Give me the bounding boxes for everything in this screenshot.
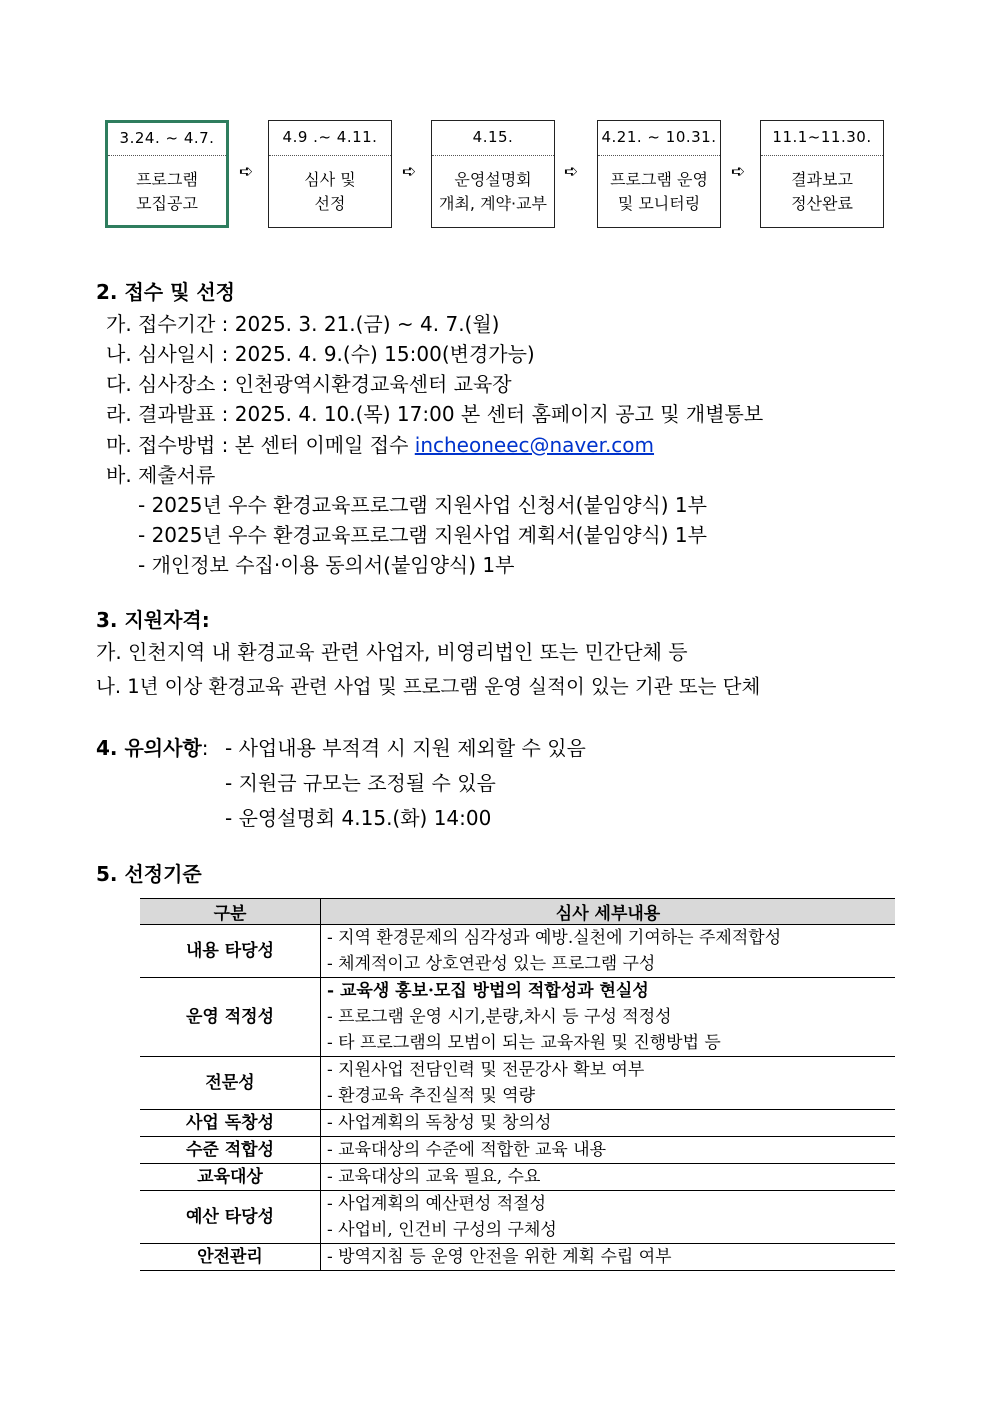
table-row <box>140 1137 895 1164</box>
table-row <box>140 1164 895 1191</box>
row-details <box>321 1110 896 1137</box>
section-3-item: 나. 1년 이상 환경교육 관련 사업 및 프로그램 운영 실적이 있는 기관 또는 단체 <box>96 675 761 698</box>
detail-line: - 교육생 홍보·모집 방법의 적합성과 현실성 <box>327 981 649 1001</box>
timeline-desc: 운영설명회 개최, 계약·교부 <box>439 170 547 213</box>
timeline-date: 11.1~11.30. <box>761 121 883 156</box>
row-details <box>321 978 896 1057</box>
row-category: 전문성 <box>140 1057 321 1110</box>
row-category: 수준 적합성 <box>140 1137 321 1164</box>
section-4-colon: : <box>201 736 209 760</box>
row-category: 내용 타당성 <box>140 925 321 978</box>
row-category: 사업 독창성 <box>140 1110 321 1137</box>
timeline-desc: 프로그램 모집공고 <box>136 170 198 213</box>
detail-line: - 지원사업 전담인력 및 전문강사 확보 여부 <box>327 1060 645 1080</box>
table-header-row <box>140 899 895 925</box>
right-arrow-icon: ➪ <box>402 162 417 182</box>
timeline-step-4 <box>597 120 721 228</box>
section-2-heading: 2. 접수 및 선정 <box>96 280 236 304</box>
section-2-item: 다. 심사장소 : 인천광역시환경교육센터 교육장 <box>106 372 512 396</box>
detail-line: - 환경교육 추진실적 및 역량 <box>327 1086 536 1106</box>
detail-line: - 교육대상의 교육 필요, 수요 <box>327 1167 541 1187</box>
doc-item: - 개인정보 수집·이용 동의서(붙임양식) 1부 <box>138 553 515 577</box>
detail-line: - 교육대상의 수준에 적합한 교육 내용 <box>327 1140 607 1160</box>
section-4-heading-line <box>96 732 209 761</box>
timeline-step-5 <box>760 120 884 228</box>
doc-item: - 2025년 우수 환경교육프로그램 지원사업 신청서(붙임양식) 1부 <box>138 493 707 517</box>
detail-line: - 방역지침 등 운영 안전을 위한 계획 수립 여부 <box>327 1247 672 1267</box>
caution-item: - 사업내용 부적격 시 지원 제외할 수 있음 <box>225 736 586 760</box>
right-arrow-icon: ➪ <box>564 162 579 182</box>
timeline-desc: 결과보고 정산완료 <box>791 170 853 213</box>
criteria-table <box>140 898 895 1271</box>
timeline-date: 4.15. <box>432 121 554 156</box>
section-3-item: 가. 인천지역 내 환경교육 관련 사업자, 비영리법인 또는 민간단체 등 <box>96 640 688 664</box>
section-5-heading: 5. 선정기준 <box>96 862 202 886</box>
row-details <box>321 1164 896 1191</box>
table-header: 구분 <box>140 899 321 925</box>
table-row <box>140 1110 895 1137</box>
timeline-date: 4.21. ~ 10.31. <box>598 121 720 156</box>
caution-item: - 운영설명회 4.15.(화) 14:00 <box>225 806 492 830</box>
email-link[interactable]: incheoneec@naver.com <box>414 433 655 457</box>
row-category: 안전관리 <box>140 1244 321 1271</box>
detail-line: - 사업계획의 독창성 및 창의성 <box>327 1113 552 1133</box>
table-row <box>140 1244 895 1271</box>
row-details <box>321 925 896 978</box>
table-row <box>140 1057 895 1110</box>
section-3-heading: 3. 지원자격: <box>96 608 210 632</box>
detail-line: - 지역 환경문제의 심각성과 예방.실천에 기여하는 주제적합성 <box>327 928 782 948</box>
row-details <box>321 1057 896 1110</box>
row-details <box>321 1191 896 1244</box>
detail-line: - 사업비, 인건비 구성의 구체성 <box>327 1220 557 1240</box>
row-details <box>321 1244 896 1271</box>
timeline-step-2 <box>268 120 392 228</box>
timeline-desc: 심사 및 선정 <box>304 170 356 213</box>
caution-item: - 지원금 규모는 조정될 수 있음 <box>225 771 496 795</box>
timeline-step-1 <box>105 120 229 228</box>
timeline-step-3 <box>431 120 555 228</box>
right-arrow-icon: ➪ <box>731 162 746 182</box>
timeline-date: 3.24. ~ 4.7. <box>108 123 226 156</box>
table-row <box>140 1191 895 1244</box>
section-2-item: 라. 결과발표 : 2025. 4. 10.(목) 17:00 본 센터 홈페이지 공고 및 개별통보 <box>106 402 764 426</box>
timeline-desc: 프로그램 운영 및 모니터링 <box>610 170 708 213</box>
table-row <box>140 978 895 1057</box>
receipt-label: 마. 접수방법 : 본 센터 이메일 접수 <box>106 433 415 457</box>
right-arrow-icon: ➪ <box>239 162 254 182</box>
detail-line: - 프로그램 운영 시기,분량,차시 등 구성 적정성 <box>327 1007 672 1027</box>
section-2-receipt <box>106 429 654 458</box>
table-row <box>140 925 895 978</box>
doc-item: - 2025년 우수 환경교육프로그램 지원사업 계획서(붙임양식) 1부 <box>138 523 707 547</box>
timeline-date: 4.9 .~ 4.11. <box>269 121 391 156</box>
table-header: 심사 세부내용 <box>321 899 896 925</box>
section-4-heading: 4. 유의사항 <box>96 736 202 760</box>
section-2-item: 나. 심사일시 : 2025. 4. 9.(수) 15:00(변경가능) <box>106 342 535 366</box>
row-category: 운영 적정성 <box>140 978 321 1057</box>
detail-line: - 타 프로그램의 모범이 되는 교육자원 및 진행방법 등 <box>327 1033 721 1053</box>
detail-line: - 사업계획의 예산편성 적절성 <box>327 1194 547 1214</box>
row-category: 예산 타당성 <box>140 1191 321 1244</box>
section-2-item: 가. 접수기간 : 2025. 3. 21.(금) ~ 4. 7.(월) <box>106 312 500 336</box>
docs-label: 바. 제출서류 <box>106 463 216 487</box>
row-category: 교육대상 <box>140 1164 321 1191</box>
detail-line: - 체계적이고 상호연관성 있는 프로그램 구성 <box>327 954 656 974</box>
row-details <box>321 1137 896 1164</box>
